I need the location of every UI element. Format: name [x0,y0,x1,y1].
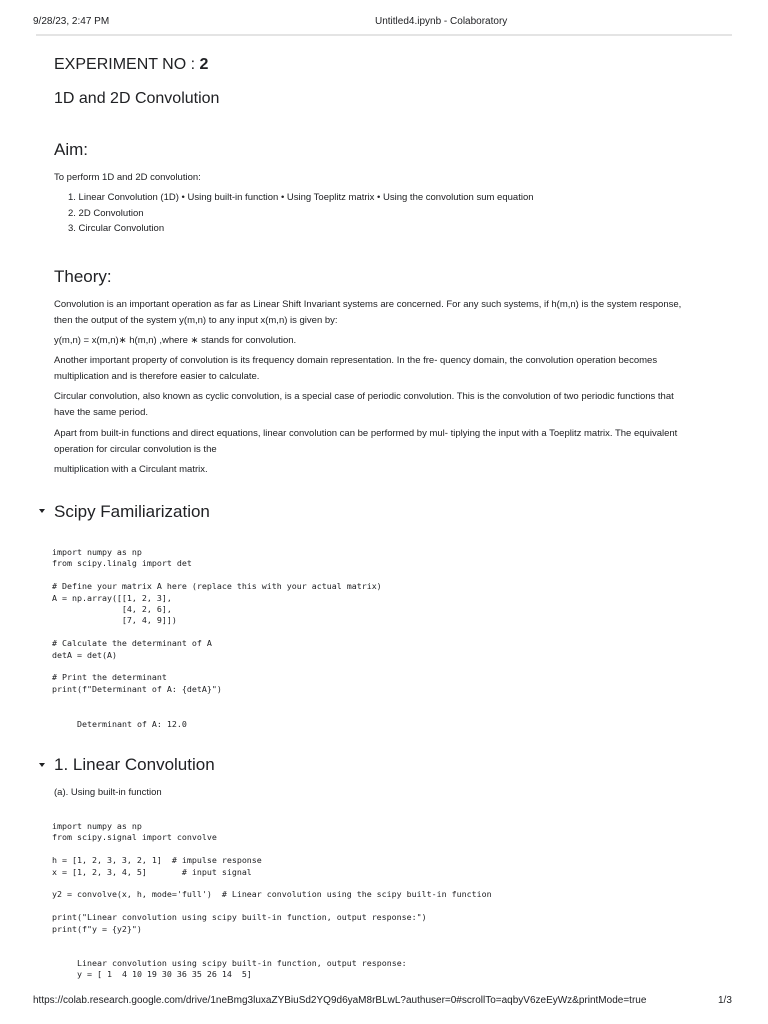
aim-list-item: 3. Circular Convolution [68,223,165,234]
code-cell-scipy[interactable]: import numpy as np from scipy.linalg import det # Define your matrix A here (replace this with your actual matrix) A = np.array([[1, 2, 3], [4, 2, 6], [7, 4, 9]]) # Calculate the determinant of A detA = det(A) # Print the determinant print(f"Determinant of A: {detA}") [52,547,382,694]
experiment-heading [54,56,208,74]
experiment-label: EXPERIMENT NO : [54,56,200,73]
collapse-caret-icon[interactable] [39,509,45,513]
cell-output-scipy: Determinant of A: 12.0 [77,719,187,729]
section-heading-scipy[interactable]: Scipy Familiarization [54,502,210,521]
theory-paragraph: Circular convolution, also known as cyclic convolution, is a special case of periodic convolution. This is the convolution of two periodic functions that have the same period. [54,391,674,418]
code-cell-linear[interactable]: import numpy as np from scipy.signal import convolve h = [1, 2, 3, 3, 2, 1] # impulse response x = [1, 2, 3, 4, 5] # input signal y2 = convolve(x, h, mode='full') # Linear convolution using the scipy built-in function print("Linear convolution using scipy built-in function, output response:") print(f"y = {y2}") [52,821,492,934]
experiment-subtitle: 1D and 2D Convolution [54,90,220,107]
header-divider [36,34,732,36]
aim-list-item: 2. 2D Convolution [68,208,144,219]
subheading-builtin: (a). Using built-in function [54,787,162,798]
print-url: https://colab.research.google.com/drive/1neBmg3luxaZYBiuSd2YQ9d6yaM8rBLwL?authuser=0#scrollTo=aqbyV6zeEyWz&printMode=true [33,995,647,1006]
theory-paragraph: multiplication with a Circulant matrix. [54,464,208,475]
experiment-number: 2 [199,56,209,73]
aim-intro: To perform 1D and 2D convolution: [54,172,201,183]
theory-equation: y(m,n) = x(m,n)∗ h(m,n) ,where ∗ stands for convolution. [54,335,297,346]
collapse-caret-icon[interactable] [39,763,45,767]
section-heading-linear[interactable]: 1. Linear Convolution [54,755,215,774]
theory-paragraph: Apart from built-in functions and direct equations, linear convolution can be performed by mul- tiplying the input with a Toeplitz matrix. The equivalent operation for circular convolution is the [54,428,678,455]
aim-heading: Aim: [54,140,88,159]
print-datetime: 9/28/23, 2:47 PM [33,16,110,27]
cell-output-linear: Linear convolution using scipy built-in function, output response: y = [ 1 4 10 19 30 36 35 26 14 5] [77,958,407,980]
page-title: Untitled4.ipynb - Colaboratory [375,16,508,27]
theory-paragraph: Another important property of convolution is its frequency domain representation. In the fre- quency domain, the convolution operation becomes multiplication and is therefore easier to calculate. [54,355,658,382]
theory-paragraph: Convolution is an important operation as far as Linear Shift Invariant systems are concerned. For any such systems, if h(m,n) is the system response, then the output of the system y(m,n) to any input x(m,n) is given by: [54,299,682,326]
theory-heading: Theory: [54,267,112,286]
aim-list-item: 1. Linear Convolution (1D) • Using built-in function • Using Toeplitz matrix • Using the convolution sum equation [68,192,534,203]
page-number: 1/3 [718,995,732,1006]
